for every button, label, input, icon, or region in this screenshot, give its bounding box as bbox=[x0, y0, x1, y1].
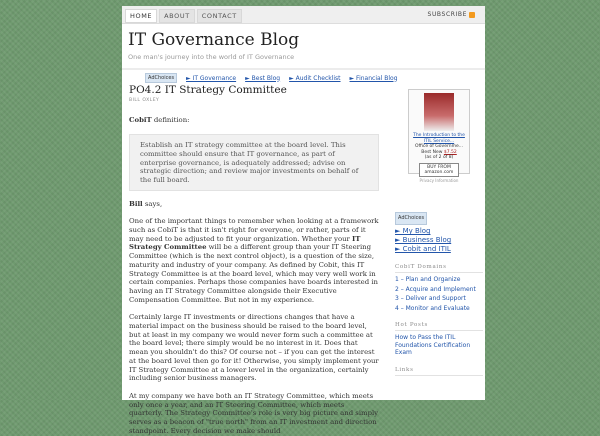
ad-link-business-blog[interactable]: ► Business Blog bbox=[395, 236, 452, 244]
domain-link-deliver-support[interactable]: 3 – Deliver and Support bbox=[395, 295, 466, 302]
sidebar bbox=[395, 86, 483, 376]
says-text: says, bbox=[142, 199, 163, 208]
author-says bbox=[129, 200, 379, 209]
book-author: Office of Governme... bbox=[414, 144, 464, 149]
paragraph-1-part-c: will be a different group than your IT Steering Committee (which is the next control object), is a question of the size, maturity and industry of your company. As defined by Cobit, this IT Strategy Committee is at the board level, which may very well work in certain companies. Perhaps those companies have boards interested in having an IT Strategy Committee alongside their Executive Compensation Committee. But not in my experience. bbox=[129, 243, 378, 304]
ad-link-my-blog[interactable]: ► My Blog bbox=[395, 227, 431, 235]
author-name: Bill bbox=[129, 199, 143, 208]
subscribe-link[interactable] bbox=[428, 11, 475, 18]
sidebar-ad-links bbox=[395, 212, 483, 254]
amazon-book-widget[interactable] bbox=[408, 89, 470, 183]
definition-intro bbox=[129, 116, 379, 125]
post-paragraph-3: At my company we have both an IT Strategy Committee, which meets only once a year, and an IT Steering Committee, which meets quarterly. The Strategy Committee's role is very big picture and simply serves as a beacon of "true north" from an IT investment and direction standpoint. Every decision we make should bbox=[129, 391, 379, 435]
cobit-domains-heading: CobiT Domains bbox=[395, 264, 483, 273]
book-price[interactable]: $7.52 bbox=[443, 149, 457, 155]
post-title[interactable]: PO4.2 IT Strategy Committee bbox=[129, 84, 287, 96]
blog-title[interactable]: IT Governance Blog bbox=[128, 30, 300, 50]
definition-label: CobiT bbox=[129, 116, 152, 125]
domain-link-monitor-evaluate[interactable]: 4 – Monitor and Evaluate bbox=[395, 304, 470, 312]
domain-link-plan-organize[interactable]: 1 – Plan and Organize bbox=[395, 276, 461, 283]
ad-link-audit-checklist[interactable]: ► Audit Checklist bbox=[289, 74, 341, 82]
cobit-quote: Establish an IT strategy committee at the board level. This committee should ensure that IT governance, as part of enterprise governance, is adequately addressed; advise on strategic direction; and review major investments on behalf of the full board. bbox=[129, 134, 379, 191]
rss-icon bbox=[469, 12, 475, 18]
nav-tab-home[interactable]: HOME bbox=[125, 9, 157, 23]
adchoices-badge[interactable]: AdChoices bbox=[145, 73, 177, 83]
post-paragraph-1 bbox=[129, 217, 379, 304]
privacy-info-link[interactable]: Privacy Information bbox=[419, 177, 459, 183]
page bbox=[122, 6, 485, 435]
main-nav bbox=[125, 9, 242, 23]
price-prefix: Best New bbox=[421, 149, 444, 155]
definition-suffix: definition: bbox=[151, 116, 190, 125]
hot-post-link[interactable]: How to Pass the ITIL Foundations Certification Exam bbox=[395, 334, 471, 356]
amazon-buy-button[interactable]: BUY FROM amazon.com bbox=[419, 163, 459, 177]
sidebar-adchoices-badge[interactable]: AdChoices bbox=[395, 212, 427, 225]
ad-link-best-blog[interactable]: ► Best Blog bbox=[245, 74, 281, 82]
ad-links-bar bbox=[145, 73, 398, 83]
subscribe-label: SUBSCRIBE bbox=[427, 11, 467, 18]
post-paragraph-2: Certainly large IT investments or directions changes that have a material impact on the business should be raised to the board level, but at least in my company we would never form such a committee at the board level; there simply would be no interest in it. Does that mean you shouldn't do this? Of course not – if you can get the interest at the board level then go for it! Otherwise, you simply implement your IT Strategy Committee at a lower level in the organization, certainly including senior business managers. bbox=[129, 313, 379, 383]
top-nav-bar bbox=[122, 6, 485, 24]
post-content bbox=[129, 86, 379, 436]
cobit-domains-list bbox=[395, 276, 483, 312]
hot-posts-heading: Hot Posts bbox=[395, 322, 483, 331]
book-cover-image[interactable] bbox=[424, 93, 454, 131]
paragraph-1-bold: IT Strategy Committee bbox=[129, 234, 361, 252]
nav-tab-about[interactable]: ABOUT bbox=[159, 9, 195, 23]
nav-tab-contact[interactable]: CONTACT bbox=[197, 9, 242, 23]
header-divider bbox=[122, 68, 485, 70]
ad-link-cobit-itil[interactable]: ► Cobit and ITIL bbox=[395, 245, 451, 253]
blog-tagline: One man's journey into the world of IT Governance bbox=[128, 53, 295, 61]
post-byline: BILL OXLEY bbox=[129, 97, 160, 103]
book-title-link[interactable]: The Introduction to the ITIL Service... bbox=[413, 133, 465, 144]
paragraph-1-part-a: One of the important things to remember when looking at a framework such as CobiT is that it isn't right for everyone, or rather, parts of it may need to be adjusted to fit your organization. Whether your bbox=[129, 217, 379, 243]
domain-link-acquire-implement[interactable]: 2 – Acquire and Implement bbox=[395, 285, 476, 293]
links-heading: Links bbox=[395, 367, 483, 376]
book-more-info: (as of 2 of 8) bbox=[424, 155, 454, 160]
ad-link-it-governance[interactable]: ► IT Governance bbox=[186, 74, 237, 82]
ad-link-financial-blog[interactable]: ► Financial Blog bbox=[349, 74, 398, 82]
